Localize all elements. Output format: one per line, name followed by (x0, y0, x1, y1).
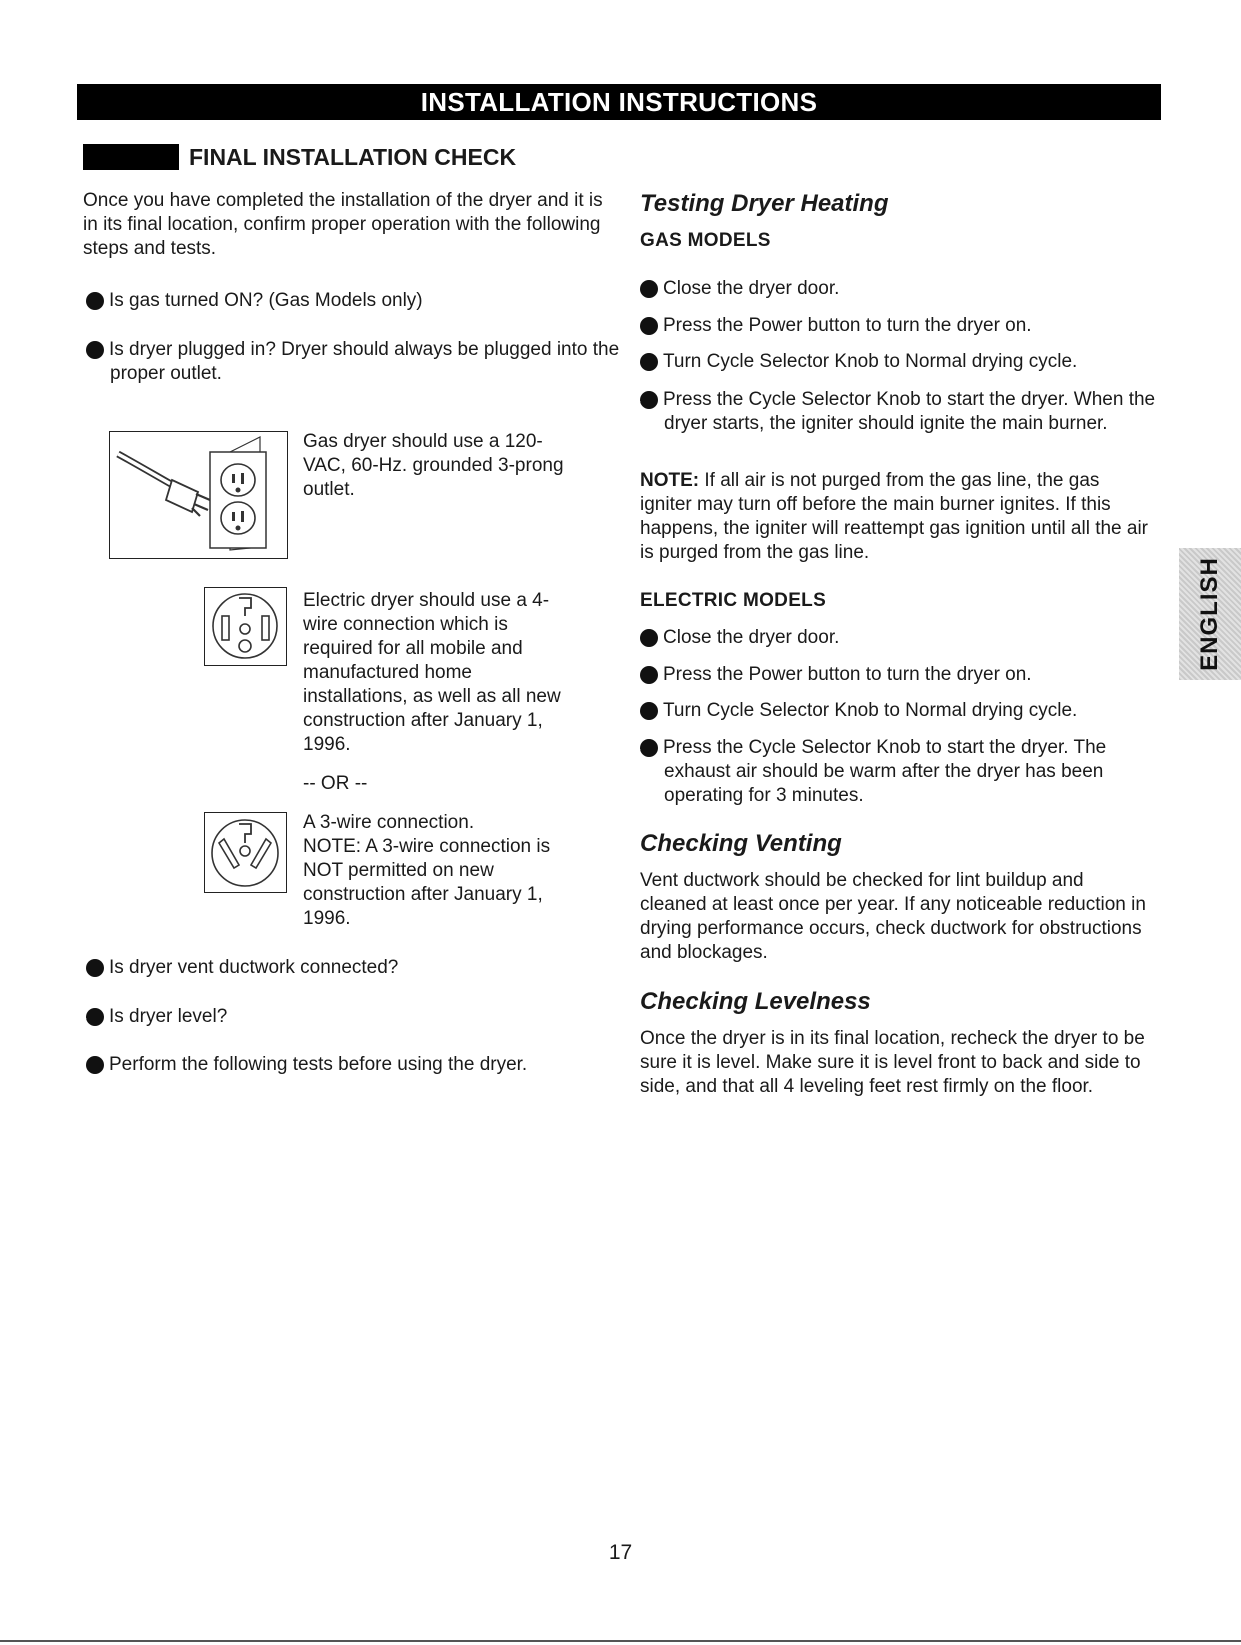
gas-step-1 (633, 277, 1174, 301)
four-wire-receptacle-icon (205, 588, 286, 665)
electric-step-4 (633, 736, 1169, 808)
four-wire-figure (204, 587, 287, 666)
page-number: 17 (608, 1541, 633, 1564)
bottom-rule (0, 1640, 1241, 1642)
step-text: Turn Cycle Selector Knob to Normal drying cycle. (663, 700, 1078, 721)
step-number-badge: 1 (86, 292, 104, 310)
check-step-1 (79, 289, 630, 313)
gas-models-heading: GAS MODELS (640, 230, 771, 251)
section-marker-block (83, 144, 179, 170)
electric-step-2 (633, 663, 1174, 687)
three-wire-figure (204, 812, 287, 893)
checking-levelness-heading: Checking Levelness (640, 988, 871, 1015)
step-text: Turn Cycle Selector Knob to Normal drying cycle. (663, 351, 1078, 372)
step-number-badge: 2 (640, 317, 658, 335)
step-number-badge: 3 (640, 702, 658, 720)
step-number-badge: 5 (86, 1056, 104, 1074)
electric-step-3 (633, 699, 1174, 723)
three-wire-receptacle-icon (205, 813, 286, 892)
step-text: Press the Cycle Selector Knob to start the dryer. When the dryer starts, the igniter should ignite the main burner. (663, 389, 1156, 434)
check-step-2 (79, 338, 630, 386)
gas-step-2 (633, 314, 1174, 338)
step-number-badge: 4 (86, 1008, 104, 1026)
or-divider: -- OR -- (303, 773, 368, 794)
note-text: If all air is not purged from the gas line, the gas igniter may turn off before the main burner ignites. If this happens, the igniter will reattempt gas ignition until all the air is purged from the gas line. (640, 470, 1149, 563)
three-wire-caption: A 3-wire connection. (303, 812, 475, 833)
page-banner: INSTALLATION INSTRUCTIONS (77, 84, 1161, 120)
step-number-badge: 1 (640, 280, 658, 298)
check-step-4 (79, 1005, 630, 1029)
step-number-badge: 2 (640, 666, 658, 684)
four-wire-caption: Electric dryer should use a 4-wire connection which is required for all mobile and manufactured home installations, as well as all new construction after January 1, 1996. (303, 590, 561, 755)
step-number-badge: 4 (640, 739, 658, 757)
note-label: NOTE: (640, 470, 700, 491)
step-text: Is dryer vent ductwork connected? (109, 957, 399, 978)
electric-step-1 (633, 626, 1174, 650)
language-label: ENGLISH (1196, 557, 1223, 671)
step-text: Is gas turned ON? (Gas Models only) (109, 290, 423, 311)
grounded-outlet-figure (109, 431, 288, 559)
step-text: Close the dryer door. (663, 278, 840, 299)
step-number-badge: 1 (640, 629, 658, 647)
gas-outlet-caption: Gas dryer should use a 120-VAC, 60-Hz. grounded 3-prong outlet. (303, 431, 564, 500)
venting-paragraph: Vent ductwork should be checked for lint buildup and cleaned at least once per year. If any noticeable reduction in drying performance occurs, check ductwork for obstructions and blockages. (640, 870, 1146, 963)
step-text: Is dryer plugged in? Dryer should always be plugged into the proper outlet. (109, 339, 620, 384)
three-wire-note: NOTE: A 3-wire connection is NOT permitted on new construction after January 1, 1996. (303, 836, 551, 929)
language-side-tab (1179, 548, 1241, 680)
check-step-5 (79, 1053, 630, 1077)
step-number-badge: 3 (86, 959, 104, 977)
step-text: Perform the following tests before using the dryer. (109, 1054, 528, 1075)
step-number-badge: 4 (640, 391, 658, 409)
testing-heating-heading: Testing Dryer Heating (640, 190, 889, 217)
step-text: Press the Cycle Selector Knob to start the dryer. The exhaust air should be warm after the dryer has been operating for 3 minutes. (663, 737, 1107, 806)
step-text: Is dryer level? (109, 1006, 228, 1027)
gas-step-4 (633, 388, 1164, 436)
step-text: Close the dryer door. (663, 627, 840, 648)
check-step-3 (79, 956, 630, 980)
section-title: FINAL INSTALLATION CHECK (189, 144, 517, 170)
gas-note (640, 469, 1150, 565)
gas-step-3 (633, 350, 1174, 374)
step-text: Press the Power button to turn the dryer on. (663, 664, 1032, 685)
step-text: Press the Power button to turn the dryer on. (663, 315, 1032, 336)
step-number-badge: 2 (86, 341, 104, 359)
levelness-paragraph: Once the dryer is in its final location, recheck the dryer to be sure it is level. Make sure it is level front to back and side to side, and that all 4 leveling feet rest firmly on the floor. (640, 1028, 1145, 1097)
electric-models-heading: ELECTRIC MODELS (640, 590, 827, 611)
intro-paragraph: Once you have completed the installation of the dryer and it is in its final location, confirm proper operation with the following steps and tests. (83, 190, 603, 259)
checking-venting-heading: Checking Venting (640, 830, 842, 857)
step-number-badge: 3 (640, 353, 658, 371)
grounded-outlet-with-plug-icon (110, 432, 287, 558)
